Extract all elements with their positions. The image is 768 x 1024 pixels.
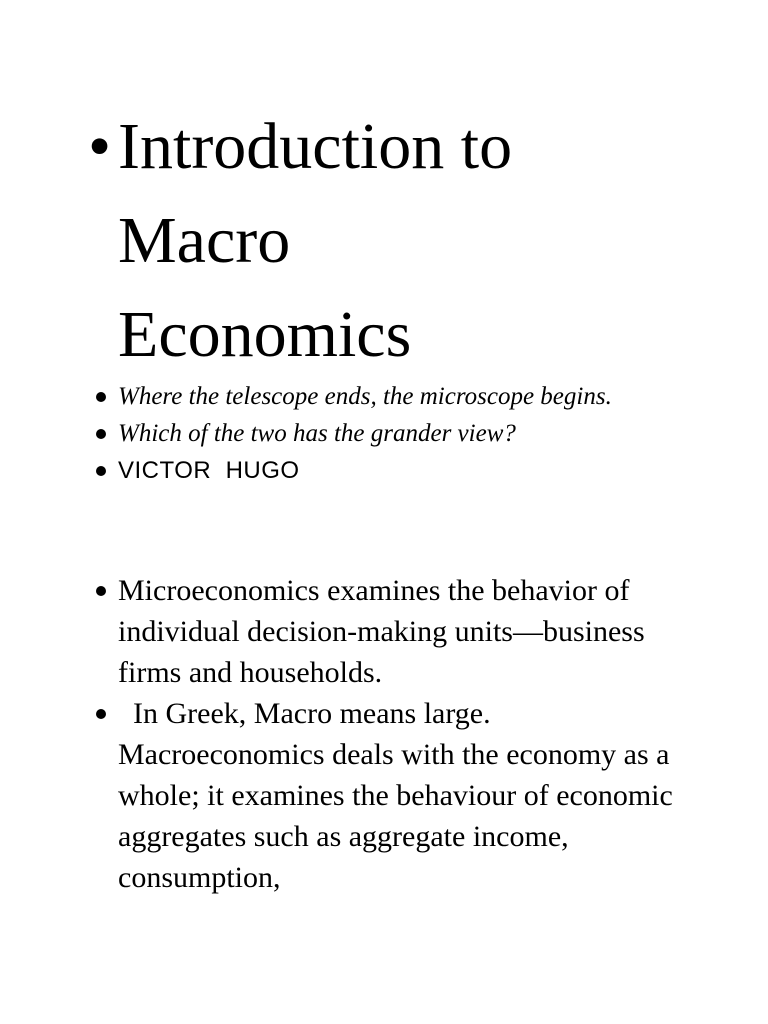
- title-text: Introduction to Macro Economics: [118, 110, 513, 371]
- list-item: [88, 693, 698, 898]
- list-item: [88, 415, 698, 452]
- bullet-icon: [96, 586, 106, 596]
- bullet-icon: [96, 466, 106, 476]
- quote-list: [88, 378, 698, 489]
- list-item: [88, 378, 698, 415]
- quote-line: Which of the two has the grander view?: [118, 420, 516, 447]
- list-item: [88, 570, 698, 693]
- body-list: [88, 570, 698, 898]
- quote-author: VICTOR HUGO: [118, 457, 300, 484]
- bullet-icon: [96, 392, 106, 402]
- bullet-icon: [96, 709, 106, 719]
- quote-line: Where the telescope ends, the microscope begins.: [118, 383, 612, 410]
- title-bullet: •: [88, 110, 112, 183]
- paragraph-text: Microeconomics examines the behavior of individual decision-making units—business firms and households.: [118, 574, 653, 689]
- paragraph-text: In Greek, Macro means large. Macroeconomics deals with the economy as a whole; it examines the behaviour of economic aggregates such as aggregate income, consumption,: [118, 697, 681, 894]
- list-item: [88, 452, 698, 489]
- bullet-icon: [96, 429, 106, 439]
